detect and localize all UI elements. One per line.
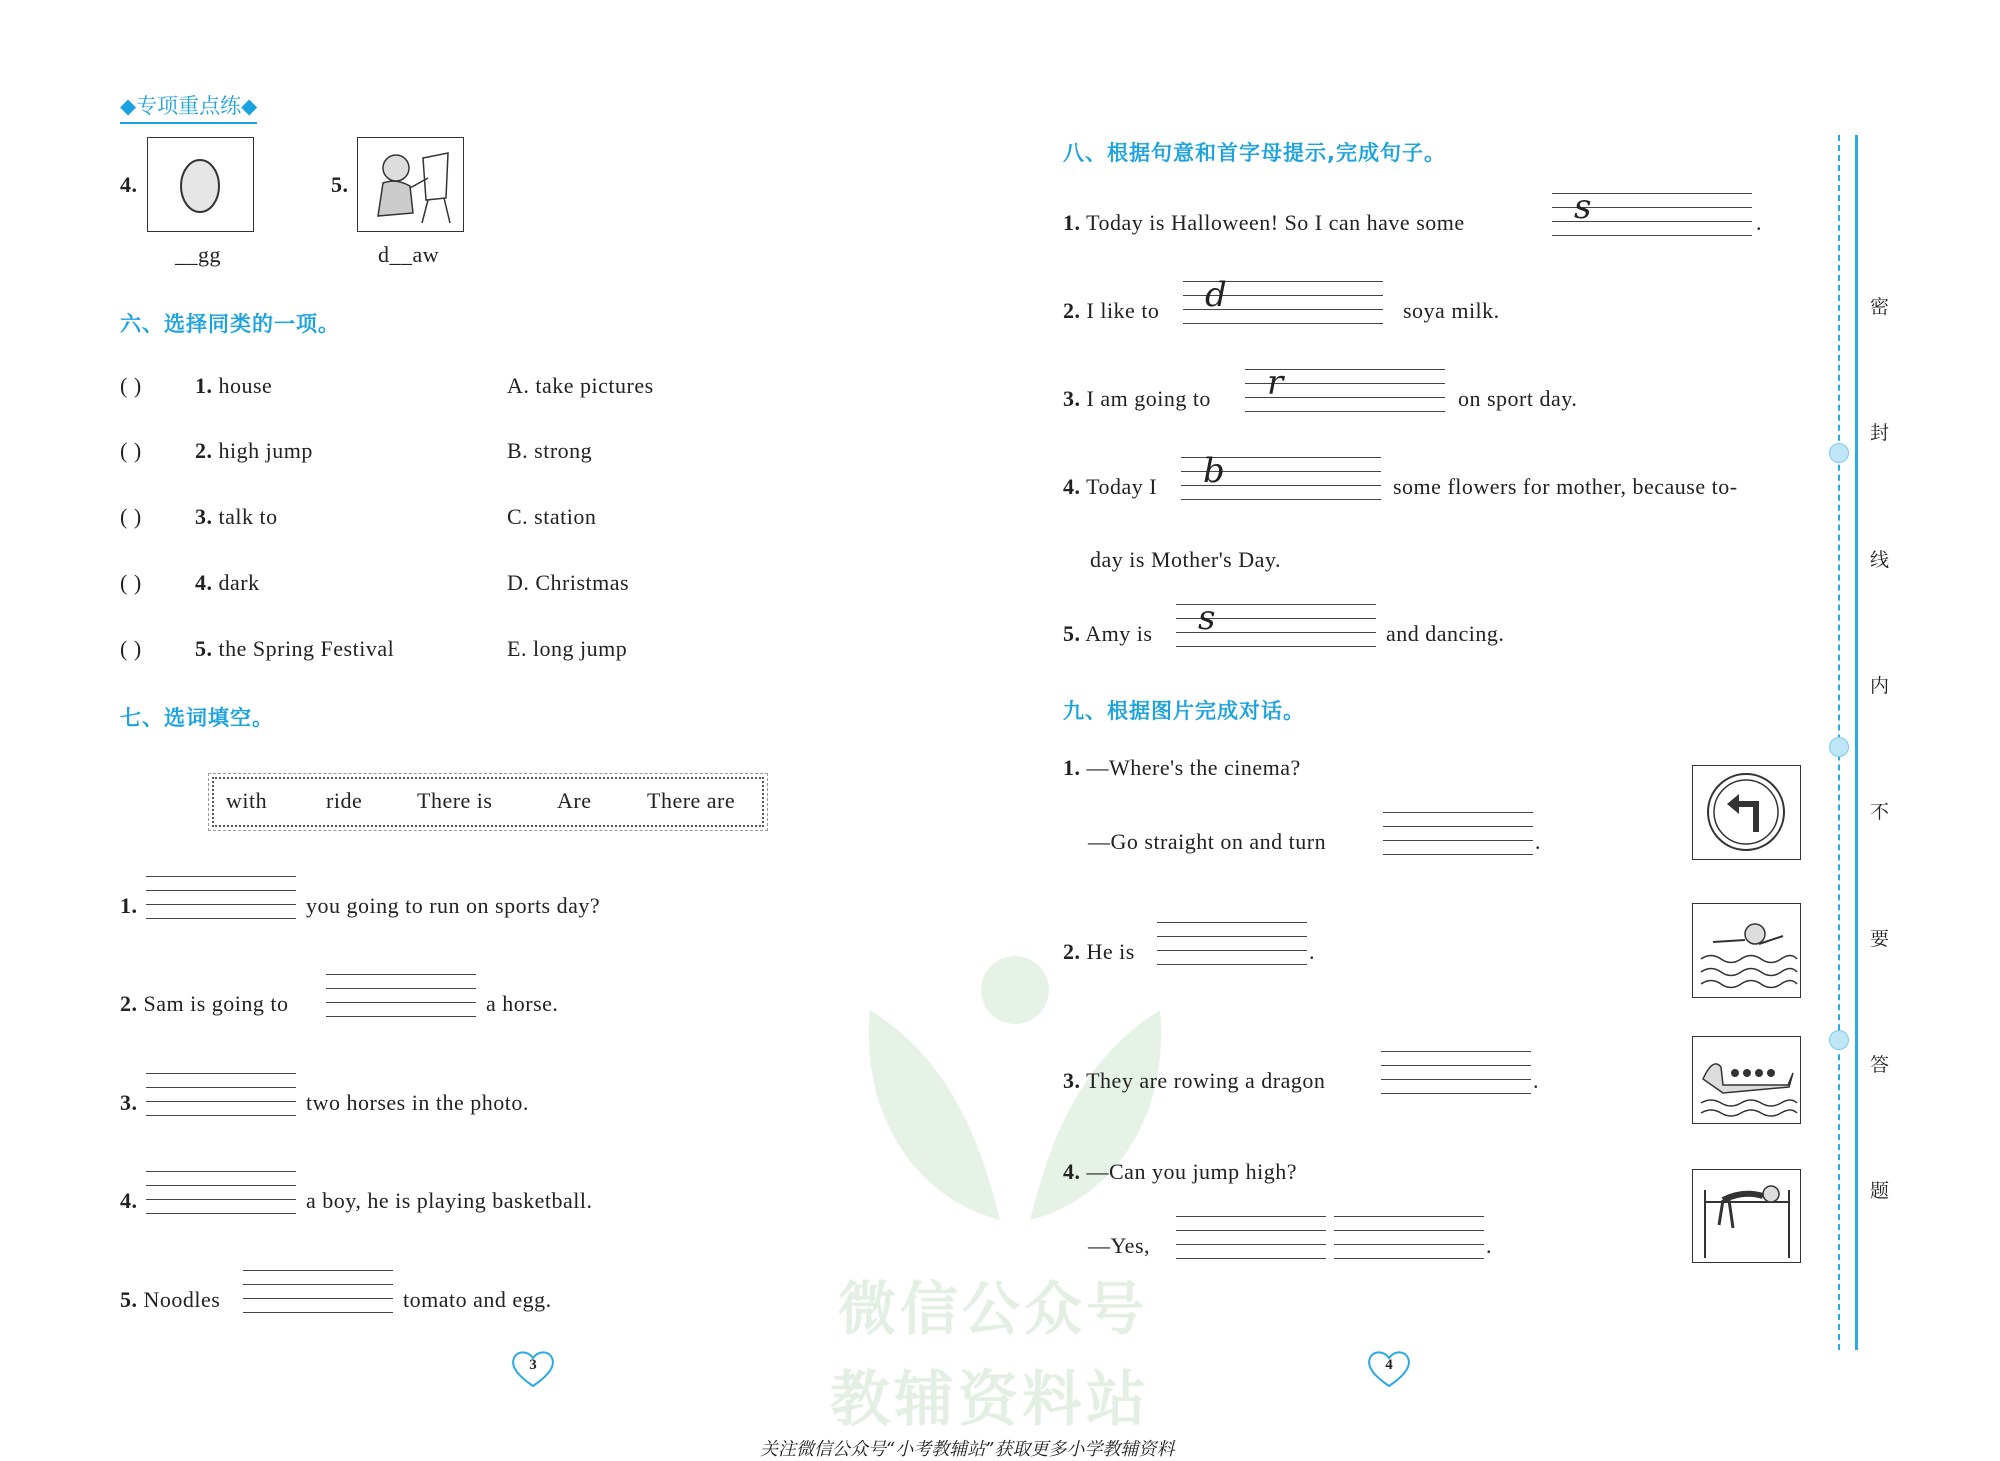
answer-lines-7-4[interactable] <box>146 1171 296 1215</box>
item9-end: . <box>1309 939 1315 964</box>
egg-picture <box>147 137 254 232</box>
binding-dot <box>1829 443 1849 463</box>
seal-char: 线 <box>1870 549 1890 571</box>
item8-after: soya milk. <box>1403 298 1500 323</box>
hint-letter: b <box>1203 451 1225 491</box>
item6-num: 1. <box>195 373 213 398</box>
swimming-picture <box>1692 903 1801 998</box>
section7-title: 七、选词填空。 <box>120 706 274 730</box>
item6-1 <box>195 373 272 399</box>
item6-text: high jump <box>218 438 313 463</box>
item9-question: —Can you jump high? <box>1086 1159 1298 1184</box>
hint-letter: s <box>1198 598 1216 638</box>
item8-line-5 <box>1063 621 1152 647</box>
high-jump-picture <box>1692 1169 1801 1263</box>
answer-lines-8-3[interactable] <box>1245 363 1445 413</box>
item6-5 <box>195 636 394 662</box>
item7-before: Noodles <box>143 1287 221 1312</box>
item7-after: two horses in the photo. <box>306 1090 529 1115</box>
answer-lines-9-1[interactable] <box>1383 812 1533 856</box>
hint-letter: s <box>1574 187 1592 227</box>
item6-text: the Spring Festival <box>218 636 395 661</box>
item8-after: . <box>1756 210 1762 235</box>
item9-answer: —Yes, <box>1088 1233 1151 1258</box>
option-a: A. take pictures <box>507 373 654 398</box>
option-e: E. long jump <box>507 636 628 661</box>
option-b: B. strong <box>507 438 593 463</box>
banner: ◆专项重点练◆ <box>120 90 257 124</box>
item6-3 <box>195 504 278 530</box>
item8-line-1 <box>1063 210 1465 236</box>
answer-lines-8-5[interactable] <box>1176 598 1376 648</box>
answer-lines-8-1[interactable] <box>1552 187 1752 237</box>
item7-num: 1. <box>120 893 138 918</box>
answer-lines-7-2[interactable] <box>326 974 476 1018</box>
item7-after: a boy, he is playing basketball. <box>306 1188 593 1213</box>
item8-before: Today I <box>1086 474 1158 499</box>
section6-title: 六、选择同类的一项。 <box>120 312 340 336</box>
word-bank-item: There is <box>417 788 493 813</box>
section9-title: 九、根据图片完成对话。 <box>1063 699 1305 723</box>
item6-num: 5. <box>195 636 213 661</box>
item9-end: . <box>1535 829 1541 854</box>
item9-question: —Where's the cinema? <box>1086 755 1301 780</box>
answer-lines-9-4b[interactable] <box>1334 1216 1484 1260</box>
item8-before: I like to <box>1086 298 1160 323</box>
answer-lines-7-5[interactable] <box>243 1270 393 1314</box>
item9-line-2 <box>1063 939 1135 965</box>
answer-lines-8-2[interactable] <box>1183 275 1383 325</box>
item8-num: 1. <box>1063 210 1081 235</box>
item8-line-3 <box>1063 386 1211 412</box>
item9-answer: They are rowing a dragon <box>1086 1068 1326 1093</box>
high-jump-icon <box>1693 1170 1800 1262</box>
girl-drawing-picture <box>357 137 464 232</box>
item9-answer: He is <box>1086 939 1135 964</box>
item7-num: 4. <box>120 1188 138 1213</box>
item9-end: . <box>1533 1068 1539 1093</box>
item9-line-3 <box>1063 1068 1325 1094</box>
paren-3[interactable]: ( ) <box>120 504 142 529</box>
item7-before: Sam is going to <box>143 991 289 1016</box>
answer-lines-9-4a[interactable] <box>1176 1216 1326 1260</box>
hint-letter: d <box>1205 275 1227 315</box>
item6-num: 2. <box>195 438 213 463</box>
girl-drawing-icon <box>358 138 463 231</box>
item7-after: a horse. <box>486 991 559 1016</box>
item9-answer: —Go straight on and turn <box>1088 829 1327 854</box>
item7-num: 5. <box>120 1287 138 1312</box>
seal-char: 内 <box>1870 675 1890 697</box>
word-bank-item: ride <box>326 788 363 813</box>
option-c: C. station <box>507 504 597 529</box>
seal-char: 要 <box>1870 928 1890 950</box>
answer-lines-7-3[interactable] <box>146 1073 296 1117</box>
dragon-boat-picture <box>1692 1036 1801 1124</box>
phonics-num-5: 5. <box>331 172 349 197</box>
paren-5[interactable]: ( ) <box>120 636 142 661</box>
answer-lines-9-2[interactable] <box>1157 922 1307 966</box>
word-bank-item: There are <box>647 788 736 813</box>
item6-4 <box>195 570 260 596</box>
item8-num: 3. <box>1063 386 1081 411</box>
item8-line-2 <box>1063 298 1159 324</box>
item6-text: dark <box>218 570 260 595</box>
item8-before: Amy is <box>1085 621 1153 646</box>
answer-lines-7-1[interactable] <box>146 876 296 920</box>
page-number-right <box>1366 1348 1412 1388</box>
item8-num: 5. <box>1063 621 1081 646</box>
item7-after: tomato and egg. <box>403 1287 552 1312</box>
item9-q-1 <box>1063 755 1301 781</box>
binding-dot <box>1829 737 1849 757</box>
item6-2 <box>195 438 313 464</box>
watermark-logo <box>830 950 1190 1270</box>
paren-2[interactable]: ( ) <box>120 438 142 463</box>
seal-char: 封 <box>1870 422 1890 444</box>
paren-4[interactable]: ( ) <box>120 570 142 595</box>
turn-left-sign-icon <box>1693 766 1800 859</box>
word-bank-item: with <box>226 788 268 813</box>
hint-letter: r <box>1267 363 1284 403</box>
binding-solid-line <box>1855 135 1858 1350</box>
item6-num: 3. <box>195 504 213 529</box>
binding-dot <box>1829 1030 1849 1050</box>
item9-q-4 <box>1063 1159 1297 1185</box>
seal-char: 密 <box>1870 296 1890 318</box>
item7-num: 2. <box>120 991 138 1016</box>
option-d: D. Christmas <box>507 570 630 595</box>
seal-char: 题 <box>1870 1180 1890 1202</box>
phonics-word-5: d__aw <box>378 242 440 267</box>
item8-num: 2. <box>1063 298 1081 323</box>
page-number-text: 4 <box>1385 1357 1393 1373</box>
seal-char: 不 <box>1870 801 1890 823</box>
page-number-left <box>510 1348 556 1388</box>
phonics-word-4: __gg <box>175 242 221 267</box>
answer-lines-8-4[interactable] <box>1181 451 1381 501</box>
footer-notice: 关注微信公众号“小考教辅站”获取更多小学教辅资料 <box>760 1439 1175 1460</box>
item6-text: house <box>218 373 273 398</box>
item7-line-2 <box>120 991 289 1017</box>
turn-left-sign-picture <box>1692 765 1801 860</box>
egg-icon <box>148 138 253 231</box>
item6-num: 4. <box>195 570 213 595</box>
item7-after: you going to run on sports day? <box>306 893 601 918</box>
seal-char: 答 <box>1870 1054 1890 1076</box>
item8-after: and dancing. <box>1386 621 1505 646</box>
answer-lines-9-3[interactable] <box>1381 1051 1531 1095</box>
item7-num: 3. <box>120 1090 138 1115</box>
word-bank-item: Are <box>557 788 592 813</box>
word-bank <box>212 777 764 827</box>
phonics-num-4: 4. <box>120 172 138 197</box>
item9-end: . <box>1486 1233 1492 1258</box>
item7-line-5 <box>120 1287 220 1313</box>
item8-before: Today is Halloween! So I can have some <box>1086 210 1465 235</box>
watermark-line1: 微信公众号 <box>838 1275 1149 1343</box>
item9-num: 2. <box>1063 939 1081 964</box>
item6-text: talk to <box>218 504 278 529</box>
item8-before: I am going to <box>1086 386 1211 411</box>
watermark-line2: 教辅资料站 <box>830 1365 1150 1435</box>
item9-num: 1. <box>1063 755 1081 780</box>
item8-cont: day is Mother's Day. <box>1090 547 1281 572</box>
swimming-icon <box>1693 904 1800 997</box>
page-number-text: 3 <box>529 1357 537 1373</box>
item9-num: 4. <box>1063 1159 1081 1184</box>
item8-after: on sport day. <box>1458 386 1578 411</box>
item9-num: 3. <box>1063 1068 1081 1093</box>
paren-1[interactable]: ( ) <box>120 373 142 398</box>
item8-line-4 <box>1063 474 1157 500</box>
dragon-boat-icon <box>1693 1037 1800 1123</box>
item8-num: 4. <box>1063 474 1081 499</box>
section8-title: 八、根据句意和首字母提示,完成句子。 <box>1063 141 1446 165</box>
item8-after: some flowers for mother, because to- <box>1393 474 1738 499</box>
